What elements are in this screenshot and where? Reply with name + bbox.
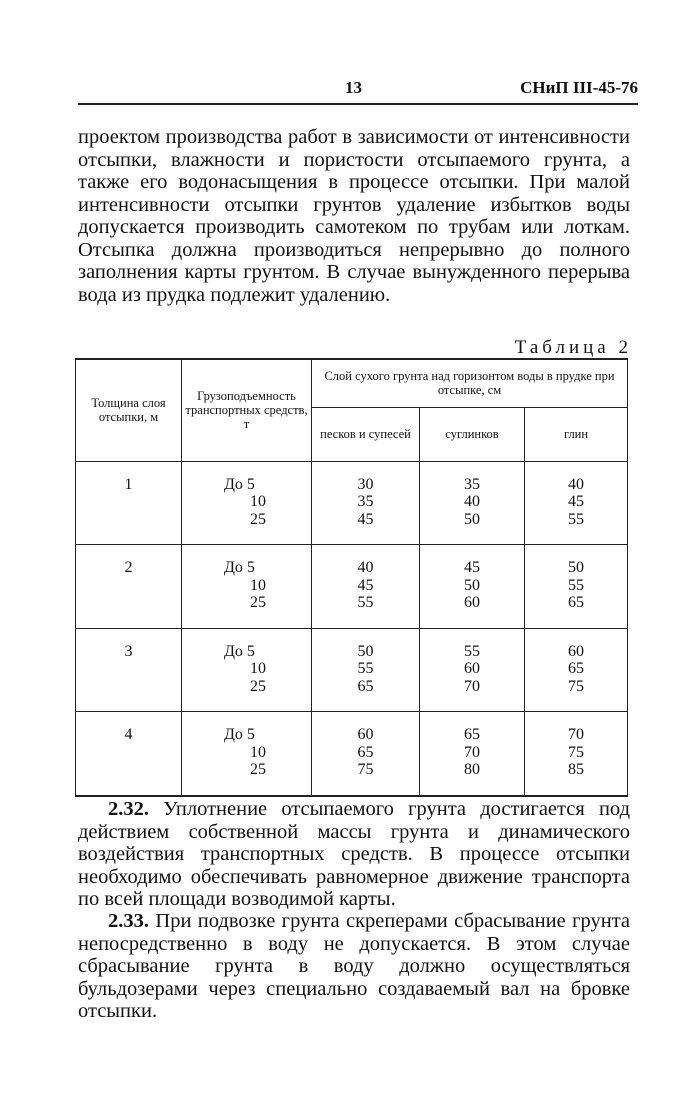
cell-loams (420, 461, 525, 545)
header-thickness: Толщина слоя отсыпки, м (76, 359, 182, 461)
cell-clays (525, 628, 628, 712)
cell-loams (420, 712, 525, 796)
cell-capacity-value: 25 (250, 761, 266, 778)
table-row (76, 545, 628, 629)
cell-sands-value: 45 (357, 576, 374, 594)
page-number: 13 (345, 78, 362, 97)
cell-capacity-value: До 5 (224, 726, 255, 743)
cell-thickness: 1 (76, 461, 182, 545)
header-loams: суглинков (420, 407, 525, 461)
cell-loams-value: 40 (464, 493, 480, 510)
cell-capacity-value: 10 (250, 493, 266, 510)
cell-clays-value: 65 (568, 594, 584, 611)
cell-loams (420, 628, 525, 712)
cell-sands-value: 45 (357, 510, 374, 528)
cell-loams-value: 70 (464, 677, 480, 695)
cell-clays-value: 55 (568, 510, 584, 528)
cell-loams-value: 60 (464, 594, 480, 611)
cell-clays-value: 50 (568, 559, 584, 576)
cell-clays-value: 60 (568, 642, 584, 660)
document-code: СНиП III-45-76 (520, 78, 638, 97)
cell-loams (420, 545, 525, 629)
cell-sands-value: 40 (357, 559, 374, 576)
table-caption: Таблица 2 (514, 337, 632, 358)
section-2-32 (78, 798, 630, 911)
cell-loams-value: 50 (464, 510, 480, 528)
cell-loams-value: 65 (464, 726, 480, 743)
cell-sands-value: 65 (357, 743, 374, 761)
cell-sands (312, 461, 420, 545)
section-2-32-number: 2.32. (108, 798, 149, 820)
cell-sands-value: 35 (357, 493, 374, 510)
cell-loams-value: 70 (464, 743, 480, 761)
cell-loams-value: 55 (464, 642, 480, 660)
header-capacity: Грузоподъемность транспортных средств, т (182, 359, 312, 461)
cell-capacity-value: До 5 (224, 475, 255, 493)
cell-clays-value: 45 (568, 493, 584, 510)
cell-thickness: 4 (76, 712, 182, 796)
cell-loams-value: 45 (464, 559, 480, 576)
cell-capacity-value: 25 (250, 594, 266, 611)
cell-capacity (182, 545, 312, 629)
cell-capacity (182, 461, 312, 545)
header-clays: глин (525, 407, 628, 461)
cell-sands-value: 75 (357, 761, 374, 778)
cell-capacity-value: До 5 (224, 559, 255, 576)
header-dry-layer: Слой сухого грунта над горизонтом воды в прудке при отсыпке, см (312, 359, 628, 407)
cell-capacity (182, 712, 312, 796)
section-2-33 (78, 910, 630, 1023)
cell-capacity-value: До 5 (224, 642, 255, 660)
header-rule (78, 103, 638, 105)
section-2-32-text: Уплотнение отсыпаемого грунта достигается под действием собственной массы грунта и динамического воздействия транспортных средств. В процессе отсыпки необходимо обеспечивать равномерное движение транспорта по всей площади возводимой карты. (78, 798, 631, 910)
cell-loams-value: 80 (464, 761, 480, 778)
cell-clays-value: 75 (568, 677, 584, 695)
cell-sands-value: 55 (357, 594, 374, 611)
soil-layer-table (75, 358, 628, 797)
cell-thickness: 2 (76, 545, 182, 629)
cell-sands-value: 65 (357, 677, 374, 695)
paragraph-intro: проектом производства работ в зависимости от интенсивности отсыпки, влажности и пористости отсыпаемого грунта, а также его водонасыщения в процессе отсыпки. При малой интенсивности отсыпки грунтов удаление избытков воды допускается производить самотеком по трубам или лоткам. Отсыпка должна производиться непрерывно до полного заполнения карты грунтом. В случае вынужденного перерыва вода из прудка подлежит удалению. (78, 126, 630, 306)
section-2-33-text: При подвозке грунта скреперами сбрасывание грунта непосредственно в воду не допускается. В этом случае сбрасывание грунта в воду должно осуществляться бульдозерами через специально создаваемый вал на бровке отсыпки. (78, 910, 631, 1022)
cell-sands (312, 712, 420, 796)
cell-loams-value: 60 (464, 660, 480, 677)
cell-loams-value: 50 (464, 576, 480, 594)
cell-sands-value: 55 (357, 660, 374, 677)
cell-capacity-value: 25 (250, 677, 266, 695)
cell-capacity (182, 628, 312, 712)
cell-capacity-value: 10 (250, 743, 266, 761)
cell-sands-value: 60 (357, 726, 374, 743)
cell-capacity-value: 25 (250, 510, 266, 528)
cell-clays-value: 65 (568, 660, 584, 677)
cell-clays-value: 55 (568, 576, 584, 594)
cell-capacity-value: 10 (250, 660, 266, 677)
table-row (76, 712, 628, 796)
cell-clays-value: 40 (568, 475, 584, 493)
section-2-33-number: 2.33. (108, 910, 149, 932)
cell-clays-value: 75 (568, 743, 584, 761)
cell-clays (525, 545, 628, 629)
cell-sands (312, 628, 420, 712)
page-header (78, 78, 638, 104)
table-row (76, 628, 628, 712)
cell-sands-value: 50 (357, 642, 374, 660)
table-row (76, 461, 628, 545)
cell-clays-value: 70 (568, 726, 584, 743)
cell-clays (525, 461, 628, 545)
cell-clays (525, 712, 628, 796)
cell-thickness: 3 (76, 628, 182, 712)
cell-capacity-value: 10 (250, 576, 266, 594)
cell-sands-value: 30 (357, 475, 374, 493)
cell-sands (312, 545, 420, 629)
cell-loams-value: 35 (464, 475, 480, 493)
header-sands: песков и супесей (312, 407, 420, 461)
cell-clays-value: 85 (568, 761, 584, 778)
